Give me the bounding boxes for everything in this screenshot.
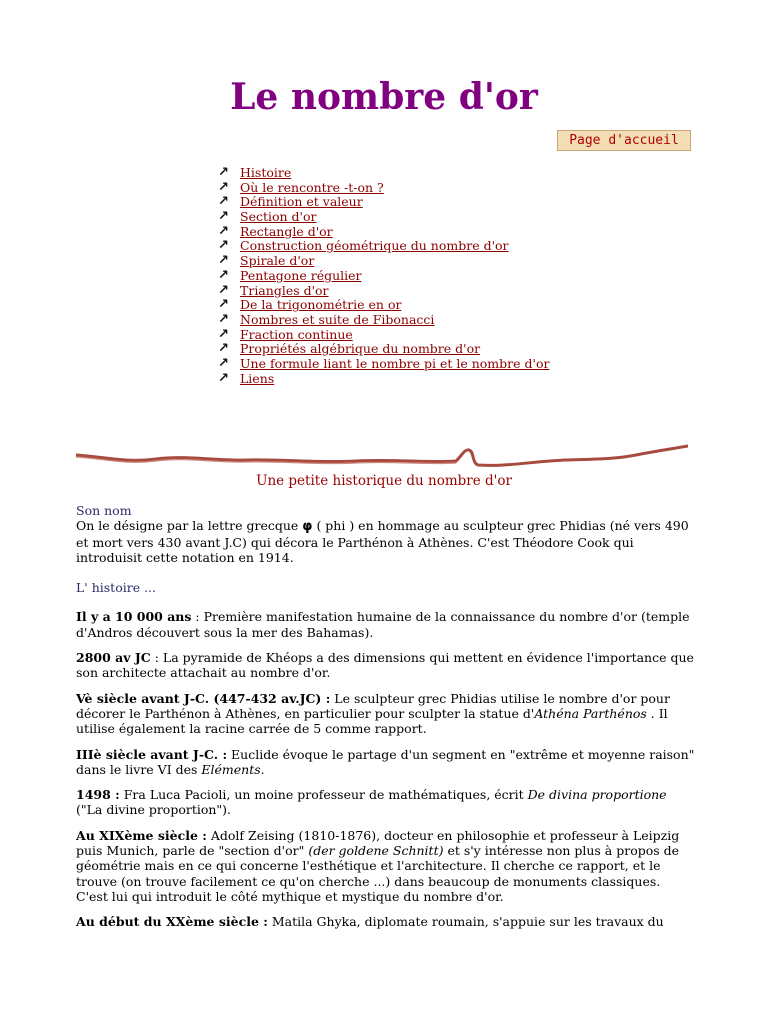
arrow-icon: ↗ xyxy=(218,209,229,225)
phi-symbol: φ xyxy=(302,519,313,535)
menu-link-proprietes[interactable]: Propriétés algébrique du nombre d'or xyxy=(240,341,481,357)
arrow-icon: ↗ xyxy=(218,370,229,386)
history-entry: 1498 : Fra Luca Pacioli, un moine professeur de mathématiques, écrit De divina proportione ("La divine proportion"). xyxy=(76,787,667,818)
menu-item xyxy=(218,372,549,387)
menu-link-formule-pi[interactable]: Une formule liant le nombre pi et le nombre d'or xyxy=(240,355,550,371)
menu-link-liens[interactable]: Liens xyxy=(240,370,275,386)
arrow-icon: ↗ xyxy=(218,194,229,210)
menu-item xyxy=(218,328,549,343)
menu-link-fraction-continue[interactable]: Fraction continue xyxy=(240,326,353,342)
son-nom-label: Son nom xyxy=(76,503,132,518)
arrow-icon: ↗ xyxy=(218,165,229,180)
menu-link-fibonacci[interactable]: Nombres et suite de Fibonacci xyxy=(240,311,435,327)
arrow-icon: ↗ xyxy=(218,223,229,239)
menu-item xyxy=(218,181,549,196)
menu-item xyxy=(218,210,549,225)
son-nom-paragraph: On le désigne par la lettre grecque φ ( phi ) en hommage au sculpteur grec Phidias (né vers 490 et mort vers 430 avant J.C) qui décora le Parthénon à Athènes. C'est Théodore Cook qui introduisit cette notation en 1914. xyxy=(76,518,689,565)
menu-link-construction[interactable]: Construction géométrique du nombre d'or xyxy=(240,238,509,254)
arrow-icon: ↗ xyxy=(218,282,229,298)
arrow-icon: ↗ xyxy=(218,341,229,357)
menu-link-rectangle-dor[interactable]: Rectangle d'or xyxy=(240,223,333,239)
menu-item xyxy=(218,298,549,313)
arrow-icon: ↗ xyxy=(218,355,229,371)
menu-link-pentagone[interactable]: Pentagone régulier xyxy=(240,267,362,283)
history-entry: IIIè siècle avant J-C. : Euclide évoque le partage d'un segment en "extrême et moyenne raison" dans le livre VI des Eléments. xyxy=(76,746,695,777)
menu-item xyxy=(218,225,549,240)
menu-item xyxy=(218,254,549,269)
menu-link-trigonometrie[interactable]: De la trigonométrie en or xyxy=(240,297,402,313)
menu-item xyxy=(218,357,549,372)
menu-item xyxy=(218,269,549,284)
menu-link-ou-le-rencontre[interactable]: Où le rencontre -t-on ? xyxy=(240,179,384,195)
history-entry: 2800 av JC : La pyramide de Khéops a des dimensions qui mettent en évidence l'importance que son architecte attachait au nombre d'or. xyxy=(76,650,694,681)
arrow-icon: ↗ xyxy=(218,311,229,327)
menu-link-definition[interactable]: Définition et valeur xyxy=(240,194,363,210)
menu-item xyxy=(218,313,549,328)
history-entry: Vè siècle avant J-C. (447-432 av.JC) : Le sculpteur grec Phidias utilise le nombre d'or pour décorer le Parthénon à Athènes, en particulier pour sculpter la statue d'Athéna Parthénos . Il utilise également la racine carrée de 5 comme rapport. xyxy=(76,690,670,737)
page-title: Le nombre d'or xyxy=(230,76,538,118)
arrow-icon: ↗ xyxy=(218,179,229,195)
menu-item xyxy=(218,195,549,210)
history-entry: Il y a 10 000 ans : Première manifestation humaine de la connaissance du nombre d'or (temple d'Andros découvert sous la mer des Bahamas). xyxy=(76,609,690,640)
menu-link-spirale[interactable]: Spirale d'or xyxy=(240,253,315,269)
history-entry: Au début du XXème siècle : Matila Ghyka, diplomate roumain, s'appuie sur les travaux du xyxy=(76,914,664,930)
home-button-label: Page d'accueil xyxy=(569,133,679,148)
section-subtitle: Une petite historique du nombre d'or xyxy=(256,473,512,489)
menu-item xyxy=(218,284,549,299)
menu-item xyxy=(218,239,549,254)
home-button[interactable] xyxy=(557,130,691,151)
histoire-label: L' histoire ... xyxy=(76,580,156,596)
arrow-icon: ↗ xyxy=(218,253,229,269)
history-content xyxy=(76,503,696,940)
menu-item xyxy=(218,166,549,181)
arrow-icon: ↗ xyxy=(218,267,229,283)
menu-item xyxy=(218,342,549,357)
menu-link-triangles[interactable]: Triangles d'or xyxy=(240,282,329,298)
menu-link-histoire[interactable]: Histoire xyxy=(240,165,292,180)
menu-link-section-dor[interactable]: Section d'or xyxy=(240,209,317,225)
arrow-icon: ↗ xyxy=(218,326,229,342)
decorative-divider xyxy=(76,443,688,471)
history-entry: Au XIXème siècle : Adolf Zeising (1810-1876), docteur en philosophie et professeur à Leipzig puis Munich, parle de "section d'or" (der goldene Schnitt) et s'y intéresse non plus à propos de géométrie mais en ce qui concerne l'esthétique et l'architecture. Il cherche ce rapport, et le trouve (on trouve facilement ce qu'on cherche ...) dans beaucoup de monuments classiques. C'est lui qui introduit le côté mythique et mystique du nombre d'or. xyxy=(76,827,680,904)
arrow-icon: ↗ xyxy=(218,297,229,313)
table-of-contents xyxy=(218,166,549,386)
arrow-icon: ↗ xyxy=(218,238,229,254)
